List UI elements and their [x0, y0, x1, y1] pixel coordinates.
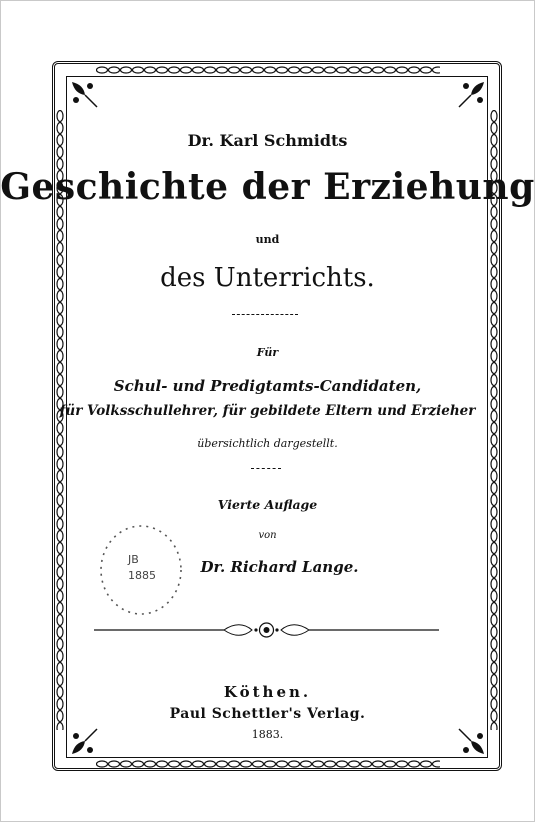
by-text: von [258, 530, 277, 541]
publication-year: 1883. [251, 728, 284, 741]
audience-line: übersichtlich dargestellt. [197, 437, 338, 450]
audience-intro: Für [256, 346, 279, 359]
divider-rule [232, 314, 298, 315]
main-title: Geschichte der Erziehung [0, 166, 535, 208]
edition-line: Vierte Auflage [217, 497, 318, 512]
stamp-text: JB [128, 553, 139, 566]
place-of-publication: Köthen. [223, 683, 312, 701]
publisher-line: Paul Schettler's Verlag. [169, 706, 366, 722]
corner-ornament-icon [456, 80, 486, 110]
divider-rule [251, 468, 281, 469]
library-stamp-icon [96, 515, 186, 620]
author-line: Dr. Karl Schmidts [187, 131, 348, 150]
editor-line: Dr. Richard Lange. [200, 558, 359, 576]
main-title-continued: des Unterrichts. [160, 263, 375, 293]
corner-ornament-icon [70, 80, 100, 110]
chain-border-top [96, 66, 440, 74]
conjunction-text: und [255, 233, 280, 246]
ornamental-rule-icon [94, 620, 439, 640]
stamp-text: 1885 [128, 569, 156, 582]
audience-line: für Volksschullehrer, für gebildete Eltern und Erzieher [59, 403, 476, 419]
audience-line: Schul- und Predigtamts-Candidaten, [113, 377, 422, 395]
chain-border-bottom [96, 760, 440, 768]
